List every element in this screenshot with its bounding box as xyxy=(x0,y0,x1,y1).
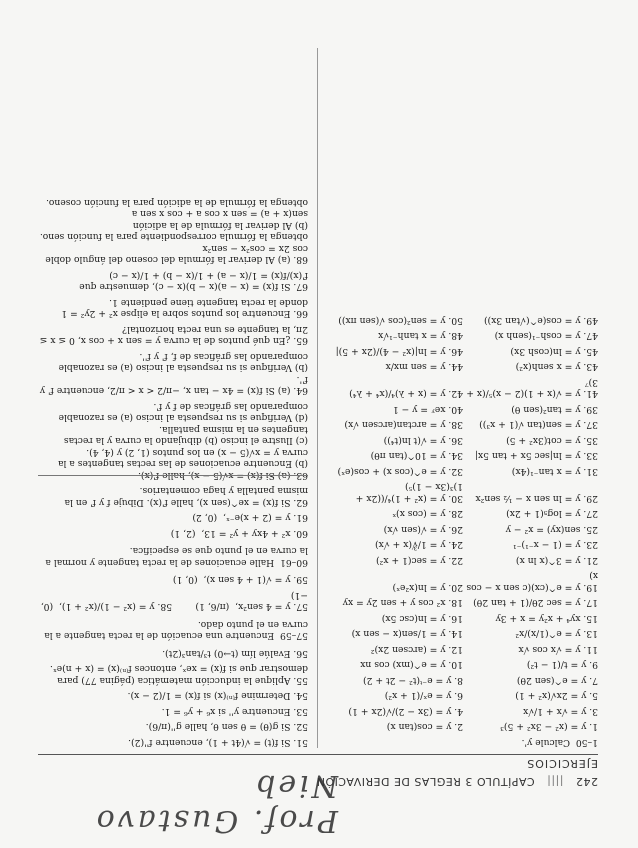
exercise: 22. y = sec(1 + x²) xyxy=(376,555,463,566)
exercise: 3. y = √x + 1/√x xyxy=(523,706,598,717)
exercise: 41. y = √(x + 1)(2 − x)⁵/(x + 3)⁷ xyxy=(463,377,598,400)
exercise: 6. y = eˣ/(1 + x²) xyxy=(384,690,463,702)
exercise: 9. y = t/(1 − t²) xyxy=(526,659,598,671)
exercise-row xyxy=(328,435,598,447)
exercise: 12. y = (arcsen 2x)² xyxy=(370,644,463,655)
exercise-row xyxy=(328,555,598,567)
exercise: 20. y = ln(x²eˣ) xyxy=(392,582,463,593)
exercise: 16. y = ln(csc 5x) xyxy=(381,613,463,624)
exercise: 43. y = x senh(x²) xyxy=(515,361,598,373)
right-column xyxy=(38,193,308,749)
exercise-row xyxy=(328,315,598,327)
exercise-row xyxy=(328,659,598,671)
exercise: 44. y = sen mx/x xyxy=(385,361,463,373)
exercise-row xyxy=(328,628,598,640)
exercise: 25. sen(xy) = x² − y xyxy=(505,524,598,535)
exercise: 40. xeʸ = y − 1 xyxy=(392,404,463,415)
section-title: EJERCICIOS xyxy=(38,754,598,770)
exercise: 31. y = x tan⁻¹(4x) xyxy=(511,466,598,477)
exercise: 67. Si f(x) = (x − a)(x − b)(x − c), demuestre que f'(x)/f(x) = 1/(x − a) + 1/(x − b) + 1/(x − c) xyxy=(79,270,308,293)
exercise: 13. y = e^(1/x)/x² xyxy=(515,628,598,640)
exercise: 60. x² + 4xy + y² = 13, (2, 1) xyxy=(170,528,308,539)
exercise-row xyxy=(328,690,598,702)
exercise: 59. y = √(1 + 4 sen x), (0, 1) xyxy=(172,574,308,586)
exercise: 29. y = ln sen x − ½ sen²x xyxy=(475,493,598,504)
column-divider-rule xyxy=(317,48,318,748)
exercise-heading: 1–50 Calcule y'. xyxy=(521,737,598,748)
exercise: 28. y = (cos x)ˣ xyxy=(392,508,463,520)
exercise-row xyxy=(328,361,598,373)
exercise-row xyxy=(328,721,598,733)
exercise-row xyxy=(328,508,598,520)
exercise: 21. y = 3^(x ln x) xyxy=(515,555,598,566)
exercise: 49. y = cos(e^(√tan 3x)) xyxy=(483,315,598,326)
exercise: 8. y = e⁻ᵗ(t² − 2t + 2) xyxy=(363,675,463,686)
exercise: 18. x² cos y + sen 2y = xy xyxy=(342,597,463,609)
exercise: 27. y = log₅(1 + 2x) xyxy=(506,508,598,520)
exercise: 56. Evalúe lím (t→0) t³/tan³(2t). xyxy=(162,648,308,659)
exercise: 7. y = e^(sen 2θ) xyxy=(516,675,598,686)
page-number: 242 xyxy=(575,775,598,788)
exercise: 35. y = cot(3x² + 5) xyxy=(506,435,598,446)
exercise-row xyxy=(328,597,598,609)
exercise: 48. y = x tanh⁻¹√x xyxy=(378,330,463,342)
exercise-row xyxy=(328,346,598,358)
handwritten-signature: Prof. Gustavo Nieb xyxy=(93,768,338,838)
exercise: 23. y = (1 − x⁻¹)⁻¹ xyxy=(512,539,598,551)
chapter-title: CAPÍTULO 3 REGLAS DE DERIVACIÓN xyxy=(316,775,535,788)
exercise: (b) Encuentre ecuaciones de las rectas tangentes a la curva y = x√(5 − x) en los puntos (1, 2) y (4, 4). (c) Ilustre el inciso (b) dibujando la curva y la rectas tangentes en la misma pantalla. (d) Verifique si su respuesta al inciso (a) es razonable comparando las gráficas de f y f'. xyxy=(57,401,308,470)
exercise: 1. y = (x² − 3x² + 5)³ xyxy=(500,721,598,733)
exercise: 39. y = tan²(sen θ) xyxy=(511,404,598,415)
exercise-row xyxy=(328,481,598,504)
exercise-row xyxy=(328,539,598,551)
exercise: 62. Si f(x) = xe^(sen x), halle f'(x). Dibuje f y f' en la misma pantalla y haga comentarios. xyxy=(61,485,308,508)
exercise-row xyxy=(328,524,598,536)
exercise-row xyxy=(328,706,598,718)
section-rule xyxy=(38,475,308,476)
exercise: 38. y = arctan(arcsen √x) xyxy=(344,419,463,431)
exercise: 26. y = √(sen √x) xyxy=(383,524,463,535)
exercise: 34. y = 10^(tan πθ) xyxy=(370,450,463,462)
exercise: 46. y = ln|(x² − 4)/(2x + 5)| xyxy=(335,346,463,357)
exercise: 53. Encuentre y'' si x⁶ + y⁶ = 1. xyxy=(161,706,308,717)
exercise: 65. ¿En qué puntos de la curva y = sen x + cos x, 0 ≤ x ≤ 2π, la tangente es una recta horizontal? xyxy=(36,324,308,347)
exercise: 50. y = sen²(cos √(sen πx)) xyxy=(338,315,463,326)
exercise-row xyxy=(328,675,598,687)
exercise: 4. y = (3x − 2)/√(2x + 1) xyxy=(348,706,463,717)
exercise: 55. Aplique la inducción matemática (página 77) para demostrar que si f(x) = xeˣ, entonces f⁽ⁿ⁾(x) = (x + n)eˣ. xyxy=(49,663,308,686)
exercise: 68. (a) Al derivar la fórmula del coseno del ángulo doble cos 2x = cos²x − sen²x obtenga la fórmula correspondiente para la función seno. (b) Al derivar la fórmula de la adición sen(x + a) = sen x cos a + cos x sen a obtenga la fórmula de la adición para la función coseno. xyxy=(39,197,308,266)
exercise: 52. Si g(θ) = θ sen θ, halle g''(π/6). xyxy=(145,721,308,733)
exercise-row xyxy=(328,466,598,478)
exercise: 10. y = e^(mx) cos nx xyxy=(360,659,463,671)
exercise: 61. y = (2 + x)e⁻ˣ, (0, 2) xyxy=(192,512,308,524)
exercise-row xyxy=(328,330,598,342)
exercise: 19. y = e^(cx)(c sen x − cos x) xyxy=(463,570,598,593)
header-bars: |||| xyxy=(546,775,564,788)
exercise-row xyxy=(328,377,598,400)
exercise: 11. y = √x cos √x xyxy=(518,644,598,655)
exercise: 36. y = √(t ln(t⁴)) xyxy=(383,435,463,446)
exercise: 37. y = sen(tan √(1 + x³)) xyxy=(479,419,598,431)
exercise: 54. Determine f⁽ⁿ⁾(x) si f(x) = 1/(2 − x). xyxy=(127,690,308,702)
exercise-row xyxy=(328,450,598,462)
exercise: 15. xy⁴ + x²y = x + 3y xyxy=(495,613,598,624)
exercise-row xyxy=(328,570,598,593)
exercise: 2. y = cos(tan x) xyxy=(386,721,463,733)
exercise: 17. y = sec 2θ/(1 + tan 2θ) xyxy=(473,597,598,609)
exercise-row xyxy=(328,613,598,625)
exercise: 24. y = 1/∛(x + √x) xyxy=(375,539,463,551)
exercise: 33. y = ln|sec 5x + tan 5x| xyxy=(474,450,598,462)
exercise-instruction: 60–61 Halle ecuaciones de la recta tangente y normal a la curva en el punto que se especifica. xyxy=(42,545,308,568)
exercise: 47. y = cosh⁻¹(senh x) xyxy=(494,330,598,342)
exercise: 5. y = 2x√(x² + 1) xyxy=(515,690,598,702)
exercise: 45. y = ln(cosh 3x) xyxy=(510,346,598,357)
left-column xyxy=(328,311,598,749)
exercise: 42. y = (x + λ)⁴/(x⁴ + λ⁴) xyxy=(349,388,463,400)
exercise: 64. (a) Si f(x) = 4x − tan x, −π/2 < x < π/2, encuentre f' y f''. (b) Verifique si su respuesta al inciso (a) es razonable comparando las gráficas de f, f' y f''. xyxy=(39,351,308,397)
exercise-row xyxy=(328,644,598,656)
exercise: 14. y = 1/sen(x − sen x) xyxy=(351,628,463,640)
exercise: 57. y = 4 sen²x, (π/6, 1) 58. y = (x² − 1)/(x² + 1), (0, −1) xyxy=(37,590,308,613)
exercise-instruction: 57–59 Encuentre una ecuación de la recta tangente a la curva en el punto dado. xyxy=(41,619,308,642)
exercise: 66. Encuentre los puntos sobre la elipse x² + 2y² = 1 donde la recta tangente tiene pendiente 1. xyxy=(58,297,308,320)
page-header xyxy=(38,775,598,788)
exercise-row xyxy=(328,419,598,431)
exercise-row xyxy=(328,404,598,416)
exercise: 32. y = e^(cos x) + cos(eˣ) xyxy=(337,466,463,477)
exercise: 30. y = (x² + 1)⁴/((2x + 1)³(3x − 1)⁵) xyxy=(352,481,463,504)
exercise: 51. Si f(t) = √(4t + 1), encuentre f''(2). xyxy=(128,737,308,748)
